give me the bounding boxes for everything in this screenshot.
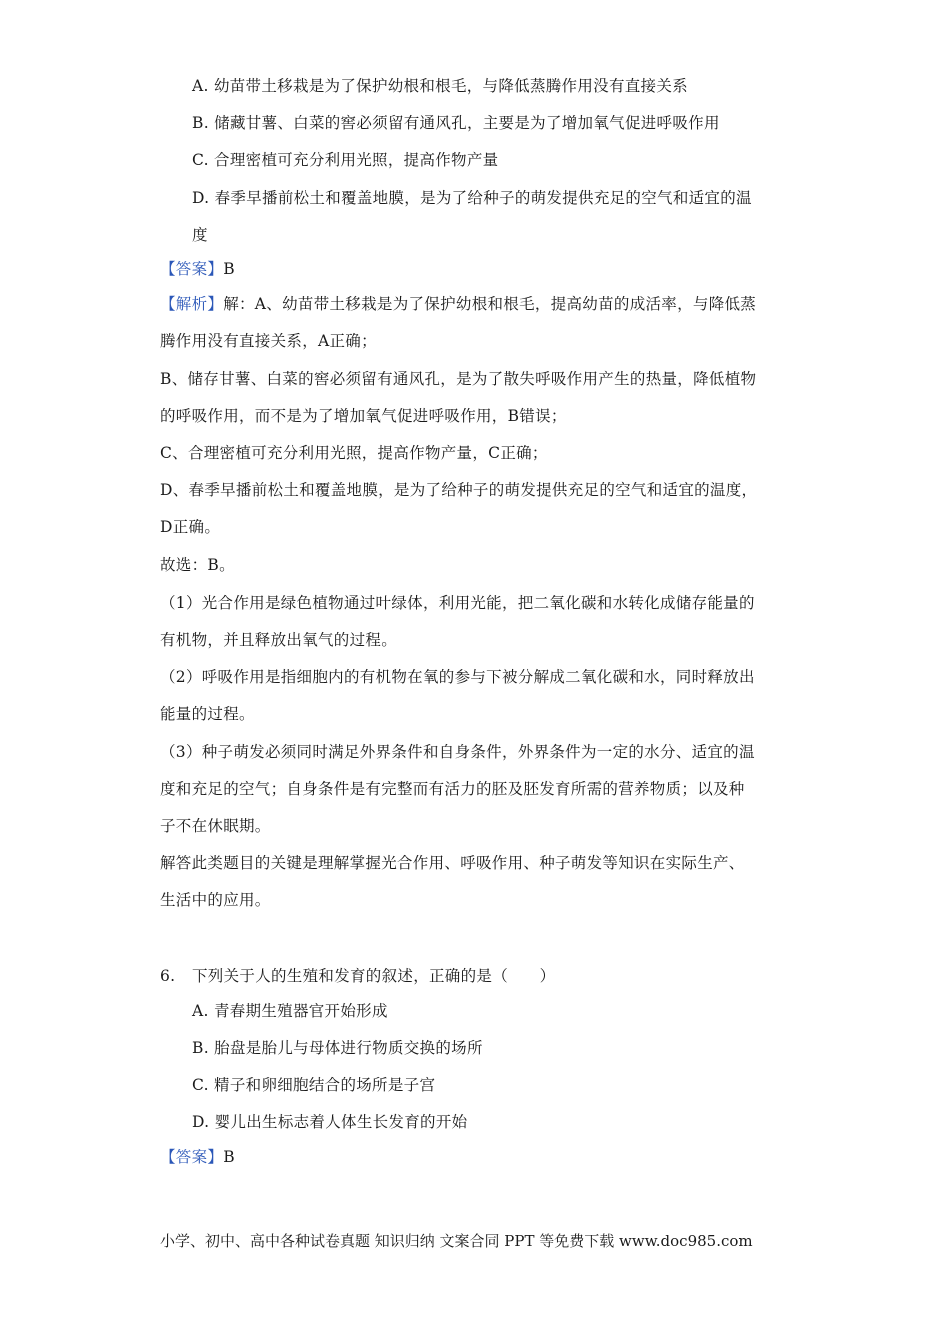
answer-value: B bbox=[223, 260, 235, 278]
q5-analysis-line: 故选：B。 bbox=[160, 556, 235, 574]
q5-analysis-line: 子不在休眠期。 bbox=[160, 817, 271, 835]
q5-analysis-line: 能量的过程。 bbox=[160, 705, 255, 723]
q5-analysis-line: （1）光合作用是绿色植物通过叶绿体，利用光能，把二氧化碳和水转化成储存能量的 bbox=[160, 594, 755, 612]
analysis-label: 【解析】 bbox=[160, 295, 224, 313]
question-number: 6. bbox=[160, 967, 176, 985]
q5-analysis-line: （2）呼吸作用是指细胞内的有机物在氧的参与下被分解成二氧化碳和水，同时释放出 bbox=[160, 668, 755, 686]
answer-label: 【答案】 bbox=[160, 260, 224, 278]
q6-stem bbox=[160, 965, 555, 987]
analysis-text: 解：A、幼苗带土移栽是为了保护幼根和根毛，提高幼苗的成活率，与降低蒸 bbox=[223, 295, 757, 313]
q5-analysis-line bbox=[160, 293, 756, 315]
q6-answer bbox=[160, 1146, 235, 1168]
q5-option-c: C. 合理密植可充分利用光照，提高作物产量 bbox=[192, 151, 499, 169]
q5-analysis-line: 有机物，并且释放出氧气的过程。 bbox=[160, 631, 398, 649]
q6-option-d: D. 婴儿出生标志着人体生长发育的开始 bbox=[192, 1113, 468, 1131]
page-footer: 小学、初中、高中各种试卷真题 知识归纳 文案合同 PPT 等免费下载 www.doc985.com bbox=[160, 1232, 753, 1250]
q5-analysis-line: 生活中的应用。 bbox=[160, 891, 271, 909]
q5-option-d-cont: 度 bbox=[192, 226, 208, 244]
q5-answer bbox=[160, 258, 235, 280]
q5-analysis-line: D正确。 bbox=[160, 518, 221, 536]
q5-analysis-line: C、合理密植可充分利用光照，提高作物产量，C正确； bbox=[160, 444, 548, 462]
q6-option-a: A. 青春期生殖器官开始形成 bbox=[192, 1002, 388, 1020]
q5-analysis-line: 的呼吸作用，而不是为了增加氧气促进呼吸作用，B错误； bbox=[160, 407, 567, 425]
q5-option-b: B. 储藏甘薯、白菜的窖必须留有通风孔，主要是为了增加氧气促进呼吸作用 bbox=[192, 114, 720, 132]
question-text: 下列关于人的生殖和发育的叙述，正确的是（ ） bbox=[192, 967, 556, 985]
q5-analysis-line: B、储存甘薯、白菜的窖必须留有通风孔，是为了散失呼吸作用产生的热量，降低植物 bbox=[160, 370, 757, 388]
q6-option-b: B. 胎盘是胎儿与母体进行物质交换的场所 bbox=[192, 1039, 483, 1057]
q5-analysis-line: 解答此类题目的关键是理解掌握光合作用、呼吸作用、种子萌发等知识在实际生产、 bbox=[160, 854, 745, 872]
q5-analysis-line: （3）种子萌发必须同时满足外界条件和自身条件，外界条件为一定的水分、适宜的温 bbox=[160, 743, 755, 761]
q5-analysis-line: 腾作用没有直接关系，A正确； bbox=[160, 332, 377, 350]
answer-label: 【答案】 bbox=[160, 1148, 224, 1166]
q5-option-a: A. 幼苗带土移栽是为了保护幼根和根毛，与降低蒸腾作用没有直接关系 bbox=[192, 77, 688, 95]
q5-option-d: D. 春季早播前松土和覆盖地膜，是为了给种子的萌发提供充足的空气和适宜的温 bbox=[192, 189, 752, 207]
q5-analysis-line: D、春季早播前松土和覆盖地膜，是为了给种子的萌发提供充足的空气和适宜的温度， bbox=[160, 481, 758, 499]
q6-option-c: C. 精子和卵细胞结合的场所是子宫 bbox=[192, 1076, 436, 1094]
q5-analysis-line: 度和充足的空气；自身条件是有完整而有活力的胚及胚发育所需的营养物质；以及种 bbox=[160, 780, 745, 798]
answer-value: B bbox=[223, 1148, 235, 1166]
